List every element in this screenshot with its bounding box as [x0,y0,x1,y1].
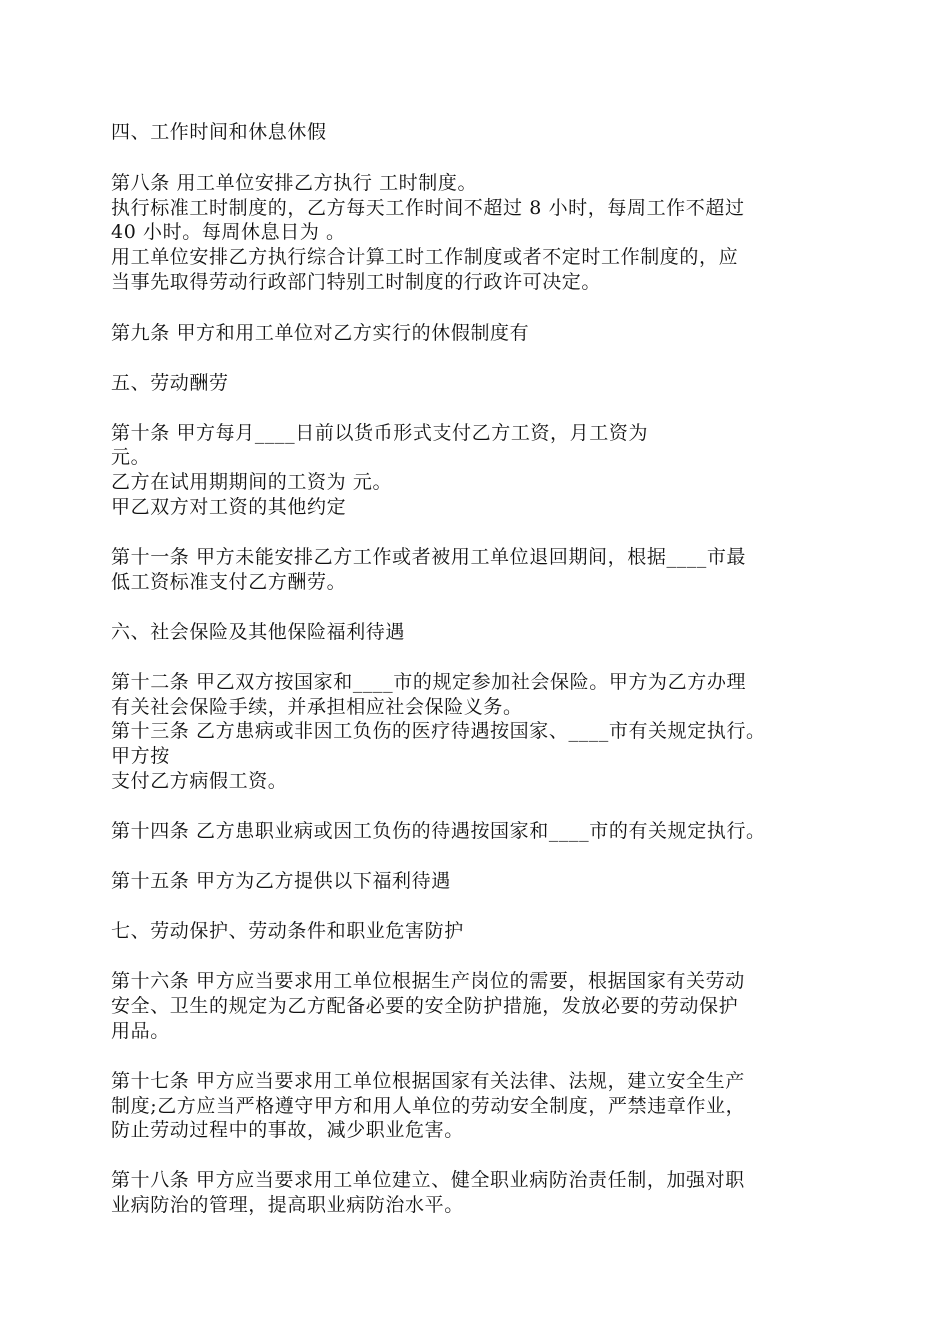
article-18-line-2: 业病防治的管理，提高职业病防治水平。 [111,1194,464,1216]
article-14: 第十四条 乙方患职业病或因工负伤的待遇按国家和____市的有关规定执行。 [111,820,766,842]
article-8-line-3: 40 小时。每周休息日为 。 [111,221,346,243]
article-8-line-4: 用工单位安排乙方执行综合计算工时工作制度或者不定时工作制度的，应 [111,246,739,268]
article-12-line-1: 第十二条 甲乙双方按国家和____市的规定参加社会保险。甲方为乙方办理 [111,671,747,693]
article-10-line-1: 第十条 甲方每月____日前以货币形式支付乙方工资，月工资为 [111,422,649,444]
section-heading-7: 七、劳动保护、劳动条件和职业危害防护 [111,920,464,942]
article-13-line-1: 第十三条 乙方患病或非因工负伤的医疗待遇按国家、____市有关规定执行。 [111,720,766,742]
article-17-line-2: 制度;乙方应当严格遵守甲方和用人单位的劳动安全制度，严禁违章作业， [111,1095,746,1117]
article-8-line-5: 当事先取得劳动行政部门特别工时制度的行政许可决定。 [111,271,602,293]
article-10-line-2: 元。 [111,446,151,468]
article-17-line-1: 第十七条 甲方应当要求用工单位根据国家有关法律、法规，建立安全生产 [111,1070,745,1092]
article-11-line-2: 低工资标准支付乙方酬劳。 [111,571,347,593]
article-10-line-4: 甲乙双方对工资的其他约定 [111,496,347,518]
section-heading-5: 五、劳动酬劳 [111,372,229,394]
section-heading-6: 六、社会保险及其他保险福利待遇 [111,621,406,643]
article-16-line-3: 用品。 [111,1020,170,1042]
article-9: 第九条 甲方和用工单位对乙方实行的休假制度有 [111,322,530,344]
article-8-line-1: 第八条 用工单位安排乙方执行 工时制度。 [111,172,478,194]
article-17-line-3: 防止劳动过程中的事故，减少职业危害。 [111,1119,464,1141]
article-16-line-1: 第十六条 甲方应当要求用工单位根据生产岗位的需要，根据国家有关劳动 [111,970,745,992]
article-12-line-2: 有关社会保险手续，并承担相应社会保险义务。 [111,696,523,718]
article-8-line-2: 执行标准工时制度的，乙方每天工作时间不超过 8 小时，每周工作不超过 [111,197,745,219]
article-15: 第十五条 甲方为乙方提供以下福利待遇 [111,870,451,892]
article-13-line-2: 甲方按 [111,745,170,767]
article-11-line-1: 第十一条 甲方未能安排乙方工作或者被用工单位退回期间，根据____市最 [111,546,747,568]
article-10-line-3: 乙方在试用期期间的工资为 元。 [111,471,393,493]
article-13-line-3: 支付乙方病假工资。 [111,770,288,792]
section-heading-4: 四、工作时间和休息休假 [111,121,327,143]
article-18-line-1: 第十八条 甲方应当要求用工单位建立、健全职业病防治责任制，加强对职 [111,1169,745,1191]
article-16-line-2: 安全、卫生的规定为乙方配备必要的安全防护措施，发放必要的劳动保护 [111,995,739,1017]
